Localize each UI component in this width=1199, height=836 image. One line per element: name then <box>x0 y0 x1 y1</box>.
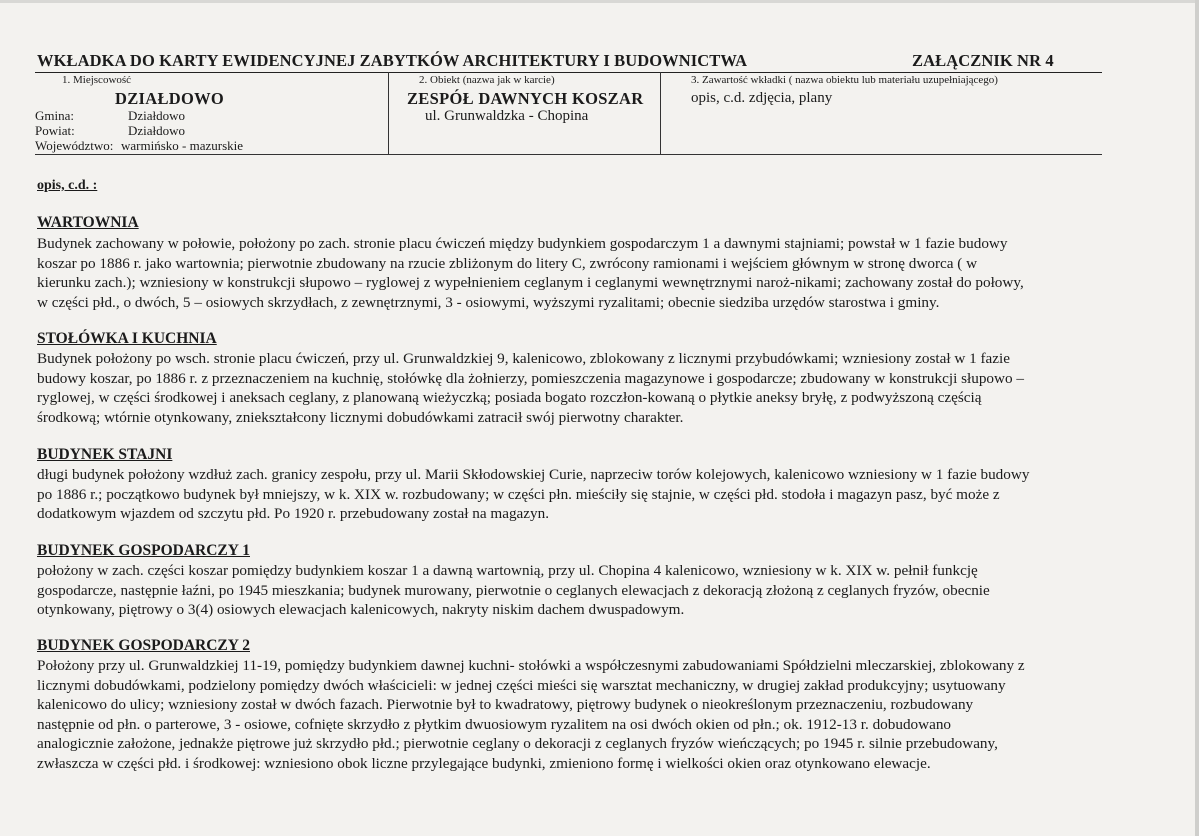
gmina-row <box>35 108 186 124</box>
wojewodztwo-label: Województwo: <box>35 138 114 153</box>
description-heading: opis, c.d. : <box>37 178 98 193</box>
section-body-gospodarczy-1 <box>37 561 1163 620</box>
text-line: licznymi dobudówkami, podzielony pomiędzy dwóch właścicieli: w jednej części mieści się warsztat mechaniczny, w drugiej zakład produkcyjny; usytuowany <box>37 676 1006 694</box>
text-line: położony w zach. części koszar pomiędzy budynkiem koszar 1 a dawną wartownią, przy ul. Chopina 4 kalenicowo, wzniesiony w k. XIX w. pełnił funkcję <box>37 562 978 579</box>
text-line: środkową; wtórnie otynkowany, zniekształcony licznymi dobudówkami zatracił swój pierwotny charakter. <box>37 408 684 426</box>
section-heading-wartownia: WARTOWNIA <box>37 214 139 231</box>
object-address: ul. Grunwaldzka - Chopina <box>425 108 589 124</box>
powiat-label: Powiat: <box>35 123 75 138</box>
text-line: gospodarcze, następnie łaźni, po 1945 mieszkania; budynek murowany, pierwotnie o ceglanych elewacjach z dekoracją złożoną z ceglanych fryzów, obecnie <box>37 581 990 599</box>
section-body-stolowka <box>37 349 1163 427</box>
section-heading-gospodarczy-1: BUDYNEK GOSPODARCZY 1 <box>37 542 250 559</box>
text-line: koszar po 1886 r. jako wartownia; pierwotnie zbudowany na rzucie zbliżonym do litery C, zwrócony ramionami i wejściem głównym w stronę dworca ( w <box>37 254 978 272</box>
section-heading-gospodarczy-2: BUDYNEK GOSPODARCZY 2 <box>37 637 250 654</box>
text-line: Budynek zachowany w połowie, położony po zach. stronie placu ćwiczeń między budynkiem gospodarczym 1 a dawnymi stajniami; powstał w 1 fazie budowy <box>37 235 1008 252</box>
contents-label: 3. Zawartość wkładki ( nazwa obiektu lub materiału uzupełniającego) <box>691 74 998 86</box>
locality-label: 1. Miejscowość <box>62 74 132 86</box>
text-line: następnie od płn. o parterowe, 3 - osiowe, cofnięte skrzydło z płytkim dwuosiowym ryzalitem na osi dwóch okien od płn.; ok. 1912-13 r. dobudowano <box>37 715 952 733</box>
contents-value: opis, c.d. zdjęcia, plany <box>691 90 833 106</box>
text-line: w części płd., o dwóch, 5 – osiowych skrzydłach, z zewnętrznymi, 3 - osiowymi, wyższymi ryzalitami; obecnie siedziba urzędów starostwa i gminy. <box>37 293 940 311</box>
wojewodztwo-value: warmińsko - mazurskie <box>121 138 244 153</box>
info-table <box>35 72 1102 155</box>
section-body-wartownia <box>37 234 1163 312</box>
text-line: otynkowany, piętrowy o 3(4) osiowych elewacjach kalenicowych, nakryty niskim dachem dwuspadowym. <box>37 601 685 618</box>
document-header <box>37 51 1100 71</box>
column-divider <box>388 72 389 155</box>
locality-name: DZIAŁDOWO <box>115 89 225 108</box>
gmina-label: Gmina: <box>35 108 74 123</box>
object-label: 2. Obiekt (nazwa jak w karcie) <box>419 74 555 86</box>
section-body-gospodarczy-2 <box>37 656 1163 773</box>
text-line: kierunku zach.); wzniesiony w konstrukcji słupowo – ryglowej z wypełnieniem ceglanym i ceglanymi wewnętrznymi naroż-nikami; zachowany został do połowy, <box>37 274 1024 291</box>
section-heading-stolowka: STOŁÓWKA I KUCHNIA <box>37 330 217 347</box>
powiat-value: Działdowo <box>128 123 186 138</box>
page-top-edge <box>0 0 1199 3</box>
text-line: długi budynek położony wzdłuż zach. granicy zespołu, przy ul. Marii Skłodowskiej Curie, naprzeciw torów kolejowych, kalenicowo wzniesiony w 1 fazie budowy <box>37 466 1030 483</box>
document-title: WKŁADKA DO KARTY EWIDENCYJNEJ ZABYTKÓW ARCHITEKTURY I BUDOWNICTWA <box>37 51 748 70</box>
text-line: budowy koszar, po 1886 r. z przeznaczeniem na kuchnię, stołówkę dla żołnierzy, pomieszczenia magazynowe i gospodarcze; zbudowany w konstrukcji słupowo – <box>37 369 1024 387</box>
text-line: dodatkowym wjazdem od szczytu płd. Po 1920 r. przebudowany został na magazyn. <box>37 505 550 522</box>
info-table-bottom-rule <box>35 154 1102 155</box>
powiat-row <box>35 123 186 139</box>
column-divider <box>660 72 661 155</box>
text-line: analogicznie założone, jednakże piętrowe już skrzydło płd.; pierwotnie ceglany o dekoracji z ceglanych fryzów wieńczących; po 1945 r. silnie przebudowany, <box>37 735 998 752</box>
gmina-value: Działdowo <box>128 108 186 123</box>
wojewodztwo-row <box>35 138 244 154</box>
text-line: ryglowej, w części środkowej i aneksach ceglany, z planowaną wieżyczką; posiada bogato rozczłon-kowaną o płytkie aneksy bryłę, z podwyższoną częścią <box>37 389 982 406</box>
text-line: zwłaszcza w części płd. i środkowej: wzniesiono obok liczne przylegające budynki, zmieniono formę i wielkości okien oraz otynkowano elewacje. <box>37 754 931 772</box>
page-right-edge <box>1195 0 1199 836</box>
text-line: po 1886 r.; początkowo budynek był mniejszy, w k. XIX w. rozbudowany; w części płn. mieściły się stajnie, w części płd. stodoła i magazyn pasz, być może z <box>37 485 1000 503</box>
object-name: ZESPÓŁ DAWNYCH KOSZAR <box>407 89 644 108</box>
text-line: kalenicowo do ulicy; wzniesiony został w dwóch fazach. Pierwotnie był to kwadratowy, piętrowy budynek o nieokreślonym przeznaczeniu, rozbudowany <box>37 696 974 713</box>
section-heading-stajnia: BUDYNEK STAJNI <box>37 446 173 463</box>
text-line: Położony przy ul. Grunwaldzkiej 11-19, pomiędzy budynkiem dawnej kuchni- stołówki a współczesnymi zabudowaniami Spółdzielni mleczarskiej, zblokowany z <box>37 657 1025 674</box>
section-body-stajnia <box>37 465 1163 524</box>
annex-number: ZAŁĄCZNIK NR 4 <box>912 51 1054 70</box>
text-line: Budynek położony po wsch. stronie placu ćwiczeń, przy ul. Grunwaldzkiej 9, kalenicowo, zblokowany z licznymi przybudówkami; wzniesiony został w 1 fazie <box>37 350 1010 367</box>
